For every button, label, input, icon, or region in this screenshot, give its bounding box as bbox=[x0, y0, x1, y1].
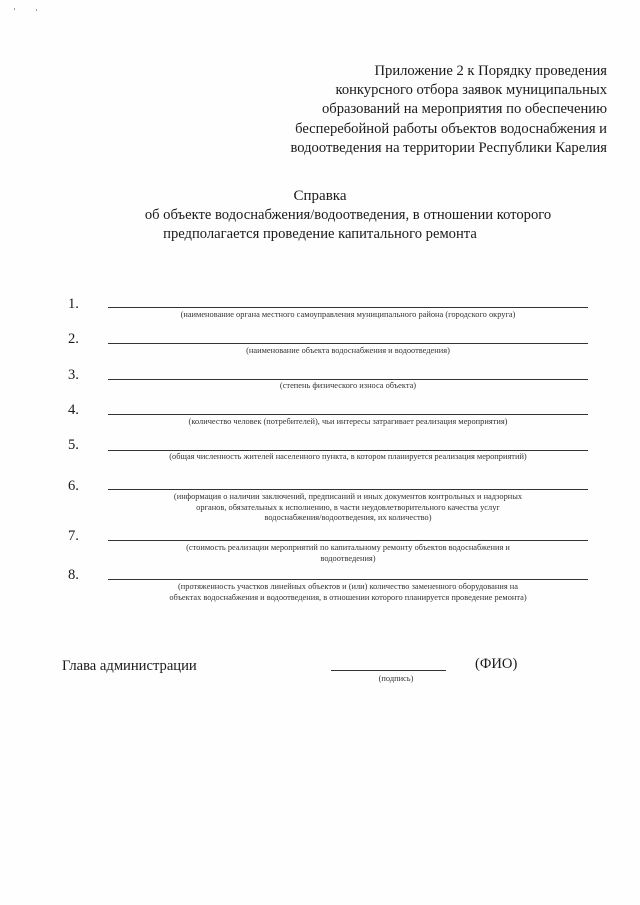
appendix-line: бесперебойной работы объектов водоснабжения и bbox=[295, 120, 607, 137]
appendix-line: водоотведения на территории Республики Карелия bbox=[290, 139, 607, 156]
field-fill-line bbox=[108, 343, 588, 344]
field-number: 2. bbox=[68, 331, 79, 347]
caption-line: (наименование объекта водоснабжения и водоотведения) bbox=[246, 346, 450, 355]
caption-line: (количество человек (потребителей), чьи интересы затрагивает реализация мероприятия) bbox=[188, 417, 508, 426]
field-number: 1. bbox=[68, 296, 79, 312]
field-number: 3. bbox=[68, 367, 79, 383]
field-caption bbox=[108, 492, 588, 524]
caption-line: (общая численность жителей населенного пункта, в котором планируется реализация мероприятий) bbox=[169, 452, 527, 461]
field-caption bbox=[108, 346, 588, 357]
field-fill-line bbox=[108, 307, 588, 308]
field-fill-line bbox=[108, 489, 588, 490]
field-number: 5. bbox=[68, 437, 79, 453]
caption-line: (степень физического износа объекта) bbox=[279, 381, 417, 390]
field-number: 8. bbox=[68, 567, 79, 583]
field-caption bbox=[108, 582, 588, 603]
fio-label: (ФИО) bbox=[475, 656, 518, 672]
field-caption bbox=[108, 417, 588, 428]
signatory-role: Глава администрации bbox=[62, 658, 197, 674]
appendix-line: конкурсного отбора заявок муниципальных bbox=[335, 82, 607, 99]
field-fill-line bbox=[108, 540, 588, 541]
caption-line: водоснабжения/водоотведения, их количество) bbox=[264, 513, 432, 522]
field-number: 7. bbox=[68, 528, 79, 544]
scan-artifact bbox=[36, 9, 37, 11]
signature-line bbox=[331, 670, 446, 671]
caption-line: водоотведения) bbox=[320, 553, 376, 563]
field-fill-line bbox=[108, 379, 588, 380]
caption-line: (информация о наличии заключений, предписаний и иных документов контрольных и надзорных bbox=[173, 492, 523, 501]
field-caption bbox=[108, 543, 588, 564]
field-fill-line bbox=[108, 414, 588, 415]
field-caption bbox=[108, 452, 588, 463]
appendix-note bbox=[247, 62, 607, 158]
field-fill-line bbox=[108, 579, 588, 580]
field-number: 4. bbox=[68, 402, 79, 418]
caption-line: (протяженность участков линейных объектов и (или) количество замененного оборудования на bbox=[178, 582, 518, 591]
appendix-line: Приложение 2 к Порядку проведения bbox=[374, 63, 607, 79]
field-fill-line bbox=[108, 450, 588, 451]
document-subtitle-line-1: об объекте водоснабжения/водоотведения, в отношении которого bbox=[144, 207, 552, 223]
caption-line: объектах водоснабжения и водоотведения, в отношении которого планируется проведение ремонта) bbox=[169, 592, 527, 602]
signature-caption: (подпись) bbox=[378, 674, 414, 683]
document-title: Справка bbox=[293, 188, 347, 204]
scan-artifact bbox=[14, 8, 15, 10]
caption-line: (наименование органа местного самоуправления муниципального района (городского округа) bbox=[180, 310, 516, 319]
appendix-line: образований на мероприятия по обеспечению bbox=[321, 101, 607, 118]
field-caption bbox=[108, 381, 588, 392]
document-subtitle-line-2: предполагается проведение капитального ремонта bbox=[163, 226, 477, 242]
caption-line: (стоимость реализации мероприятий по капитальному ремонту объектов водоснабжения и bbox=[186, 543, 510, 552]
caption-line: органов, обязательных к исполнению, в части неудовлетворительного качества услуг bbox=[196, 502, 500, 512]
field-number: 6. bbox=[68, 478, 79, 494]
field-caption bbox=[108, 310, 588, 321]
